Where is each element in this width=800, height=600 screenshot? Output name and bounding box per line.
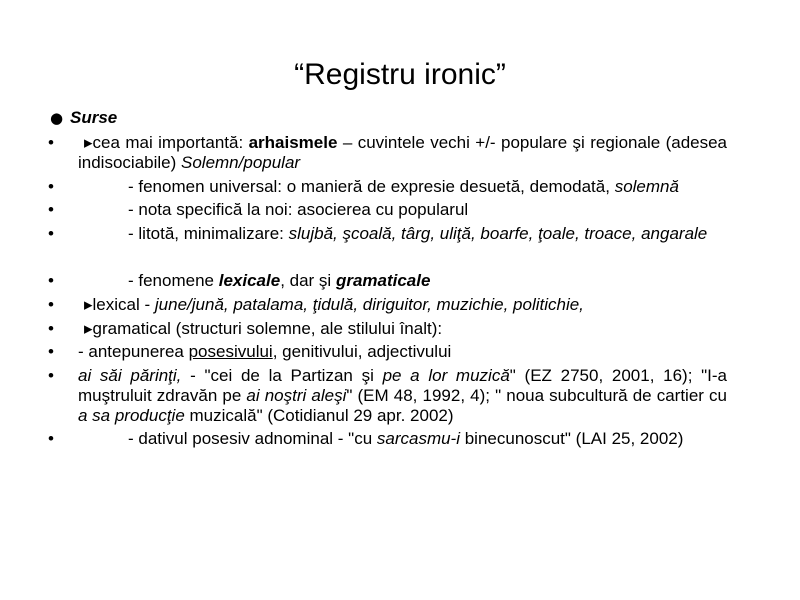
text-run: binecunoscut" (LAI 25, 2002) <box>460 429 684 449</box>
bullet-dot: • <box>48 200 54 220</box>
section-heading-label: Surse <box>70 108 118 127</box>
text-run: , genitivului, adjectivului <box>272 342 452 362</box>
section-heading <box>0 108 800 128</box>
text-run: - fenomen universal: o manieră de expresie desuetă, demodată, <box>128 176 615 196</box>
bullet-item-examples <box>0 366 800 426</box>
bullet-dot: • <box>48 318 54 338</box>
text-run-italic: Solemn/popular <box>181 153 301 172</box>
text-run: - fenomene <box>128 271 219 291</box>
text-run: , dar şi <box>280 271 336 291</box>
text-run: - "cei de la Partizan şi <box>181 365 383 385</box>
text-run-italic: ai săi părinţi, <box>78 365 182 385</box>
text-run-italic: solemnă <box>614 176 679 196</box>
text-run: " (EZ 2750, 2001, 16); "I-a muştruluit zdravăn pe <box>78 365 727 405</box>
text-run: - litotă, minimalizare: <box>128 223 289 243</box>
text-run-bold: arhaismele <box>248 133 338 152</box>
bullet-dot: • <box>48 294 54 314</box>
text-run-italic: june/jună, patalama, ţidulă, diriguitor, muzichie, politichie, <box>154 294 584 314</box>
bullet-dot: • <box>48 342 54 362</box>
bullet-item-nota-specifica <box>0 200 800 220</box>
text-run: muzicală" (Cotidianul 29 apr. 2002) <box>184 405 454 425</box>
bullet-dot: • <box>48 271 54 291</box>
bullet-item-gramatical <box>0 319 800 339</box>
text-run: – cuvintele vechi +/- populare şi regionale (adesea indisociabile) <box>78 133 728 172</box>
text-run-italic: pe a lor muzică <box>382 365 510 385</box>
text-run: ▸gramatical (structuri solemne, ale stilului înalt): <box>84 318 443 338</box>
bullet-item-arhaismele <box>0 133 800 173</box>
bullet-item-antepunerea <box>0 342 800 362</box>
bullet-item-fenomene <box>0 271 800 291</box>
text-run: - antepunerea <box>78 342 189 362</box>
text-run-italic: ai noştri aleşi <box>246 385 347 405</box>
bullet-item-fenomen-universal <box>0 177 800 197</box>
bullet-item-litota <box>0 224 800 244</box>
bullet-dot: • <box>48 223 54 243</box>
bullet-item-lexical <box>0 295 800 315</box>
text-run-bold-italic: lexicale <box>218 271 281 291</box>
text-run-bold-italic: gramaticale <box>335 271 431 291</box>
bullet-dot: • <box>48 429 54 449</box>
text-run-italic: a sa producţie <box>78 405 185 425</box>
empty-paragraph <box>0 244 800 268</box>
bullet-dot: • <box>48 176 54 196</box>
bullet-item-dativul-posesiv <box>0 429 800 449</box>
bullet-dot: • <box>48 133 54 152</box>
text-run: - dativul posesiv adnominal - "cu <box>128 429 377 449</box>
slide-title: “Registru ironic” <box>294 58 506 91</box>
text-run-italic: sarcasmu-i <box>376 429 460 449</box>
circle-bullet-icon: ● <box>50 109 64 127</box>
text-run-italic: slujbă, şcoală, târg, uliţă, boarfe, ţoale, troace, angarale <box>288 223 708 243</box>
text-run-underline: posesivului <box>188 342 273 362</box>
bullet-dot: • <box>48 365 54 385</box>
bullet-list <box>0 108 800 449</box>
text-run: ▸lexical - <box>84 294 155 314</box>
text-run: ▸cea mai importantă: <box>84 133 249 152</box>
text-run: " (EM 48, 1992, 4); " noua subcultură de cartier cu <box>346 385 727 405</box>
text-run: - nota specifică la noi: asocierea cu popularul <box>128 200 469 220</box>
